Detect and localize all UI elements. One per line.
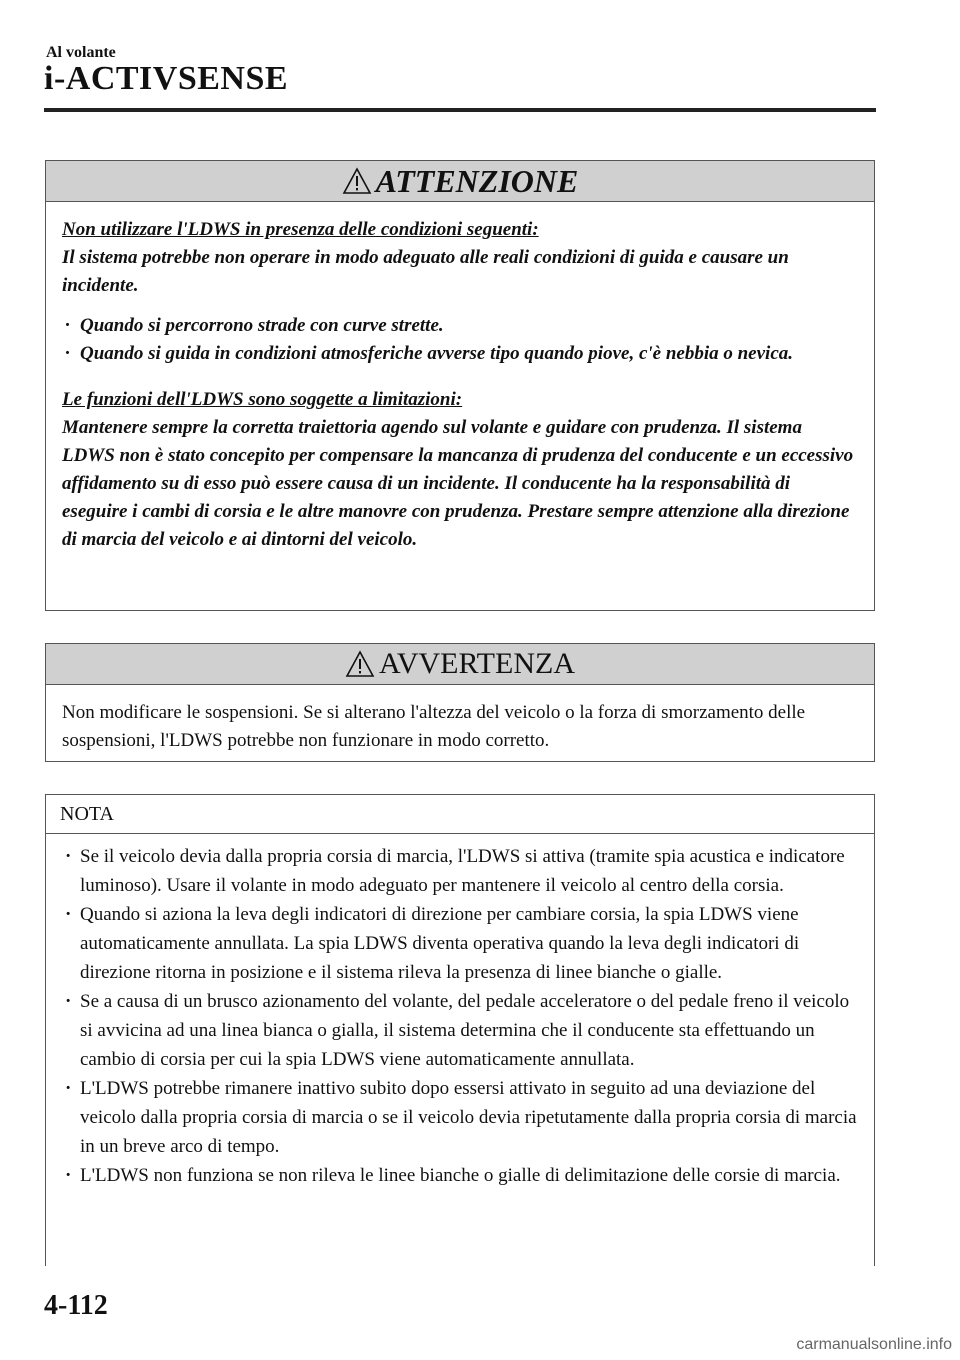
list-item: · Quando si guida in condizioni atmosferiche avverse tipo quando piove, c'è nebbia o nevica. (62, 340, 858, 368)
warning-triangle-icon (345, 650, 375, 678)
list-item: · Se il veicolo devia dalla propria corsia di marcia, l'LDWS si attiva (tramite spia acustica e indicatore luminoso). Usare il volante in modo adeguato per mantenere il veicolo al centro della corsia. (62, 842, 858, 900)
attenzione-body (46, 202, 874, 554)
avvertenza-title: AVVERTENZA (379, 647, 575, 680)
attenzione-text-1: Il sistema potrebbe non operare in modo adeguato alle reali condizioni di guida e causare un incidente. (62, 247, 789, 296)
section-label: Al volante (46, 44, 116, 61)
attenzione-bullet-list (62, 312, 858, 368)
avvertenza-text: Non modificare le sospensioni. Se si alterano l'altezza del veicolo o la forza di smorzamento delle sospensioni, l'LDWS potrebbe non funzionare in modo corretto. (62, 702, 806, 751)
nota-title: NOTA (60, 802, 114, 825)
nota-box (45, 794, 875, 1266)
attenzione-title: ATTENZIONE (375, 162, 579, 199)
attenzione-box (45, 160, 875, 611)
list-item: · L'LDWS non funziona se non rileva le linee bianche o gialle di delimitazione delle corsie di marcia. (62, 1161, 858, 1190)
nota-bullet-list (62, 842, 858, 1190)
watermark: carmanualsonline.info (796, 1336, 952, 1353)
chapter-title: i-ACTIVSENSE (44, 60, 289, 97)
list-item: · Se a causa di un brusco azionamento del volante, del pedale acceleratore o del pedale freno il veicolo si avvicina ad una linea bianca o gialla, il sistema determina che il conducente sta effettuando un cambio di corsia per cui la spia LDWS viene automaticamente annullata. (62, 987, 858, 1074)
header-rule (44, 108, 876, 112)
warning-triangle-icon (342, 167, 372, 195)
list-item: · Quando si percorrono strade con curve strette. (62, 312, 858, 340)
page-number: 4-112 (44, 1290, 108, 1321)
nota-header (46, 795, 874, 834)
avvertenza-header (46, 644, 874, 685)
list-item: · L'LDWS potrebbe rimanere inattivo subito dopo essersi attivato in seguito ad una deviazione del veicolo dalla propria corsia di marcia o se il veicolo devia ripetutamente dalla propria corsia di marcia in un breve arco di tempo. (62, 1074, 858, 1161)
attenzione-heading-1: Non utilizzare l'LDWS in presenza delle condizioni seguenti: (62, 219, 539, 240)
list-item: · Quando si aziona la leva degli indicatori di direzione per cambiare corsia, la spia LDWS viene automaticamente annullata. La spia LDWS diventa operativa quando la leva degli indicatori di direzione ritorna in posizione e il sistema rileva la presenza di linee bianche o gialle. (62, 900, 858, 987)
attenzione-heading-2: Le funzioni dell'LDWS sono soggette a limitazioni: (62, 389, 463, 410)
attenzione-text-2: Mantenere sempre la corretta traiettoria agendo sul volante e guidare con prudenza. Il sistema LDWS non è stato concepito per compensare la mancanza di prudenza del conducente e un eccessivo affidamento su di esso può essere causa di un incidente. Il conducente ha la responsabilità di eseguire i cambi di corsia e le altre manovre con prudenza. Prestare sempre attenzione alla direzione di marcia del veicolo e ai dintorni del veicolo. (62, 417, 854, 550)
avvertenza-body (46, 685, 874, 755)
avvertenza-box (45, 643, 875, 762)
attenzione-header (46, 161, 874, 202)
nota-body (46, 834, 874, 1190)
